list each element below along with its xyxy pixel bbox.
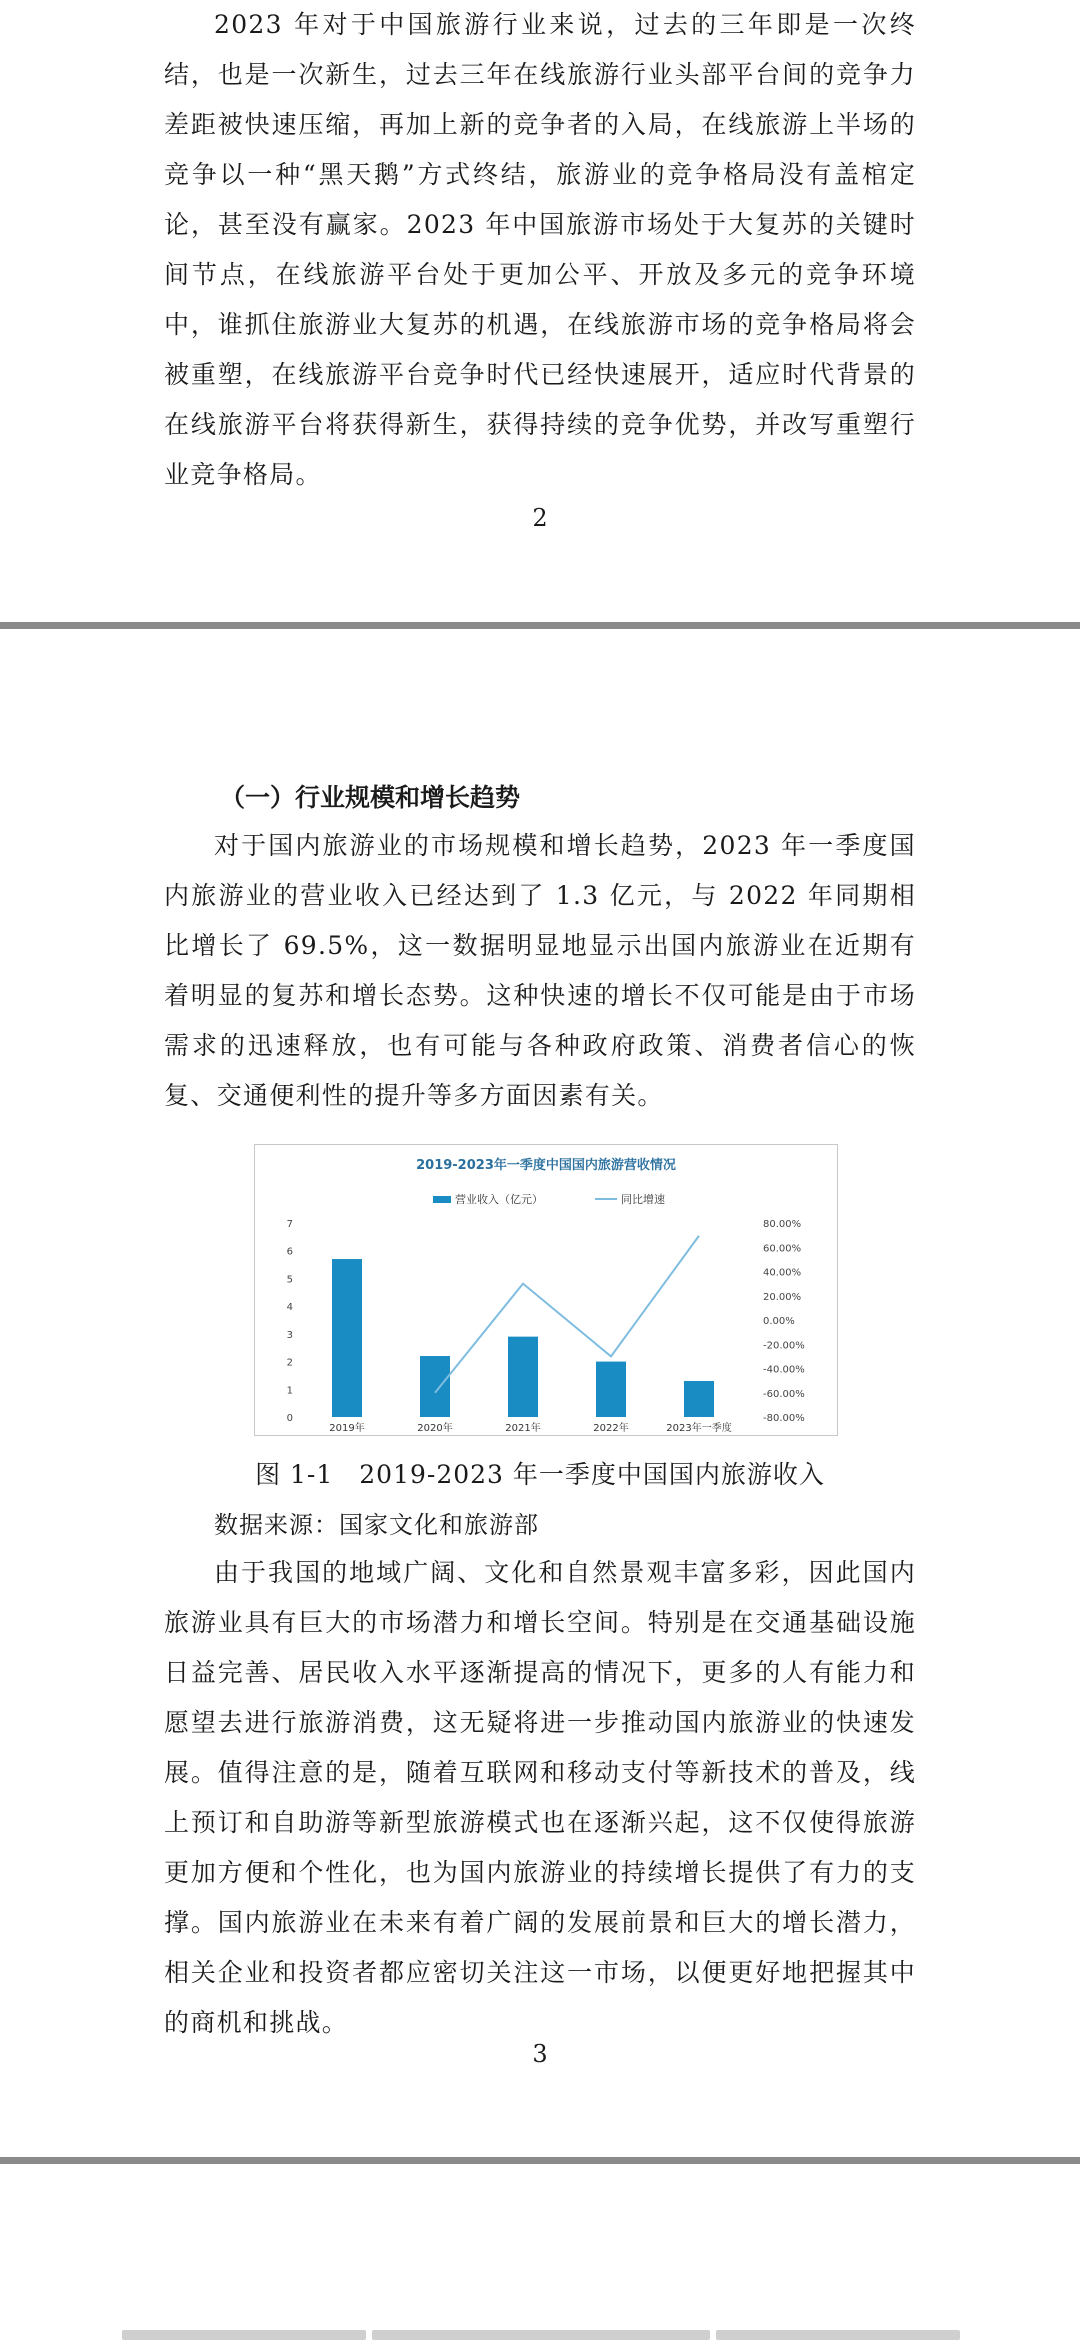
legend-bar-swatch: [433, 1196, 451, 1203]
x-tick-label: 2019年: [329, 1423, 365, 1434]
revenue-chart: [254, 1144, 838, 1436]
section-heading: （一）行业规模和增长趋势: [220, 783, 521, 812]
indicator-segment: [122, 2330, 366, 2340]
x-tick-label: 2022年: [593, 1423, 629, 1434]
y-right-tick: -40.00%: [763, 1364, 805, 1376]
page-3-paragraph-1: 对于国内旅游业的市场规模和增长趋势，2023 年一季度国内旅游业的营业收入已经达到了 1.3 亿元，与 2022 年同期相比增长了 69.5%，这一数据明显地显示出国内旅游业在近期有着明显的复苏和增长态势。这种快速的增长不仅可能是由于市场需求的迅速释放，也有可能与各种政府政策、消费者信心的恢复、交通便利性的提升等多方面因素有关。: [164, 831, 916, 1110]
chart-bar: [332, 1259, 362, 1417]
y-right-tick: -60.00%: [763, 1388, 805, 1400]
data-source: 数据来源：国家文化和旅游部: [214, 1511, 539, 1539]
y-left-tick: 0: [286, 1413, 293, 1424]
y-left-tick: 4: [286, 1302, 293, 1314]
indicator-segment: [372, 2330, 710, 2340]
chart-bar: [508, 1337, 538, 1417]
legend-line-label: 同比增速: [621, 1193, 665, 1206]
x-tick-label: 2023年一季度: [666, 1423, 732, 1434]
y-left-tick: 1: [286, 1385, 293, 1397]
page-2-paragraph: 2023 年对于中国旅游行业来说，过去的三年即是一次终结，也是一次新生，过去三年在线旅游行业头部平台间的竞争力差距被快速压缩，再加上新的竞争者的入局，在线旅游上半场的竞争以一种“黑天鹅”方式终结，旅游业的竞争格局没有盖棺定论，甚至没有赢家。2023 年中国旅游市场处于大复苏的关键时间节点，在线旅游平台处于更加公平、开放及多元的竞争环境中，谁抓住旅游业大复苏的机遇，在线旅游市场的竞争格局将会被重塑，在线旅游平台竞争时代已经快速展开，适应时代背景的在线旅游平台将获得新生，获得持续的竞争优势，并改写重塑行业竞争格局。: [164, 10, 916, 489]
y-right-tick: -80.00%: [763, 1413, 805, 1424]
y-right-tick: 60.00%: [763, 1243, 802, 1255]
page-number: 3: [532, 2040, 548, 2068]
y-left-tick: 6: [286, 1246, 293, 1258]
page-2: [0, 0, 1080, 620]
y-right-tick: 40.00%: [763, 1267, 802, 1279]
page-number: 2: [532, 504, 548, 532]
chart-title: 2019-2023年一季度中国国内旅游营收情况: [416, 1158, 676, 1173]
y-right-tick: 20.00%: [763, 1291, 802, 1303]
bottom-scroll-indicator: [0, 2330, 1080, 2340]
y-left-tick: 3: [286, 1329, 293, 1341]
page-divider: [0, 2157, 1080, 2164]
chart-bar: [420, 1356, 450, 1417]
legend-bar-label: 营业收入（亿元）: [455, 1193, 543, 1206]
chart-bar: [596, 1362, 626, 1417]
chart-svg: [255, 1145, 837, 1435]
y-left-tick: 5: [286, 1274, 293, 1286]
y-left-tick: 2: [286, 1357, 293, 1369]
y-right-tick: 80.00%: [763, 1219, 802, 1230]
y-right-tick: 0.00%: [763, 1316, 795, 1327]
y-right-tick: -20.00%: [763, 1340, 805, 1352]
y-left-tick: 7: [286, 1219, 293, 1230]
chart-bar: [684, 1381, 714, 1417]
page-3-paragraph-2: 由于我国的地域广阔、文化和自然景观丰富多彩，因此国内旅游业具有巨大的市场潜力和增长空间。特别是在交通基础设施日益完善、居民收入水平逐渐提高的情况下，更多的人有能力和愿望去进行旅游消费，这无疑将进一步推动国内旅游业的快速发展。值得注意的是，随着互联网和移动支付等新技术的普及，线上预订和自助游等新型旅游模式也在逐渐兴起，这不仅使得旅游更加方便和个性化，也为国内旅游业的持续增长提供了有力的支撑。国内旅游业在未来有着广阔的发展前景和巨大的增长潜力，相关企业和投资者都应密切关注这一市场，以便更好地把握其中的商机和挑战。: [164, 1558, 916, 2037]
growth-line: [435, 1236, 699, 1393]
page-divider: [0, 622, 1080, 629]
x-tick-label: 2021年: [505, 1423, 541, 1434]
indicator-segment: [716, 2330, 960, 2340]
figure-caption: 图 1-1 2019-2023 年一季度中国国内旅游收入: [255, 1460, 825, 1489]
x-tick-label: 2020年: [417, 1423, 453, 1434]
